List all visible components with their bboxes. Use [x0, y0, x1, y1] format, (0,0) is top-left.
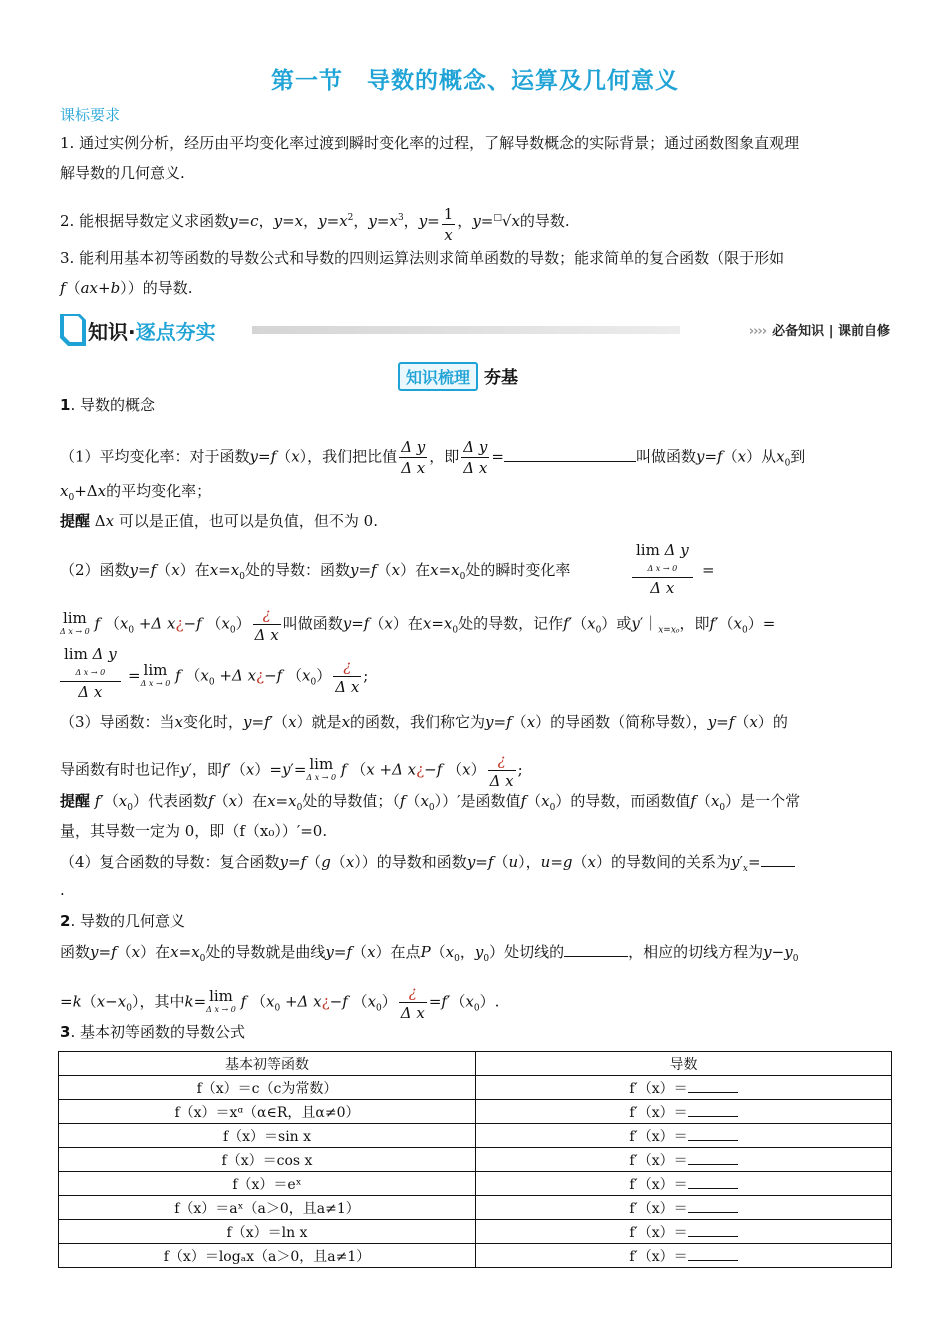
table-cell-function: f（x）＝cos x — [59, 1148, 476, 1172]
banner-title: 知识·逐点夯实 — [88, 320, 216, 344]
para-avg-rate-line2: $x_0+\Delta x$的平均变化率； — [60, 482, 212, 503]
section-banner — [60, 312, 890, 346]
table-cell-derivative: f′（x）＝ — [476, 1100, 892, 1124]
requirement-2: 2. 能根据导数定义求函数y=c，y=x，$y=x^2$，$y=x^3$，y= $\frac{1}{x}$ ，y=□√x的导数. — [60, 205, 570, 244]
section-label-kbyq: 课标要求 — [60, 106, 121, 124]
requirement-3-line-b: f（ax+b））的导数. — [60, 279, 193, 297]
section-3-heading: 3. 基本初等函数的导数公式 — [60, 1023, 245, 1041]
table-row — [59, 1220, 892, 1244]
banner-subtitle: ›››› 必备知识 | 课前自修 — [748, 324, 890, 339]
banner-divider-bar — [252, 326, 680, 334]
table-row — [59, 1148, 892, 1172]
table-cell-derivative: f′（x）＝ — [476, 1172, 892, 1196]
para-derivative-def: lim Δ x → 0 f （$x_0 +\Delta$ x¿−f $(x_0)$ $\frac{¿}{\text{Δ x}}$ 叫做函数y=f（x）在$x=x_0$处的导数，记作$f'(x_0)$或$y'|_{x=x_0}$，即$f'(x_0)=$ — [60, 605, 776, 644]
table-header-row — [59, 1052, 892, 1076]
para-geometric: 函数y=f（x）在$x=x_0$处的导数就是曲线y=f（x）在点$P(x_0$，$y_0$）处切线的 ，相应的切线方程为$y-y_0$ — [60, 943, 799, 964]
table-cell-function: f（x）＝aˣ（a＞0，且a≠1） — [59, 1196, 476, 1220]
chevrons-icon: ›››› — [748, 324, 767, 339]
table-cell-function: f（x）＝ln x — [59, 1220, 476, 1244]
table-cell-derivative: f′（x）＝ — [476, 1196, 892, 1220]
tip-2-line2: 量，其导数一定为 0，即（f（x₀））′=0. — [60, 822, 328, 840]
section-2-heading: 2. 导数的几何意义 — [60, 912, 185, 930]
table-row — [59, 1100, 892, 1124]
table-header-function: 基本初等函数 — [59, 1052, 476, 1076]
tip-1: 提醒 Δx 可以是正值，也可以是负值，但不为 0. — [60, 512, 378, 530]
page-title: 第一节 导数的概念、运算及几何意义 — [271, 68, 679, 94]
para-geometric-line2: $=k(x-x_0)$，其中k= lim Δ x → 0 f （$x_0 +\Delta$ x¿−f $(x_0)$ $\frac{¿}{\text{Δ x}}$ $=f'(x_0)$. — [60, 983, 500, 1022]
table-cell-function: f（x）＝xᵅ（α∈R，且α≠0） — [59, 1100, 476, 1124]
table-row — [59, 1244, 892, 1268]
table-cell-function: f（x）＝sin x — [59, 1124, 476, 1148]
table-cell-derivative: f′（x）＝ — [476, 1124, 892, 1148]
table-row — [59, 1124, 892, 1148]
table-cell-derivative: f′（x）＝ — [476, 1076, 892, 1100]
table-cell-function: f（x）＝logₐx（a＞0，且a≠1） — [59, 1244, 476, 1268]
table-cell-derivative: f′（x）＝ — [476, 1220, 892, 1244]
tip-2: 提醒 $f'(x_0)$代表函数f（x）在$x=x_0$处的导数值；$(f(x_0))'$是函数值$f(x_0)$的导数，而函数值$f(x_0)$是一个常 — [60, 792, 801, 813]
limit-fraction-1: lim Δ y Δ x → 0 Δ x — [632, 542, 693, 598]
para-derivative-function: （3）导函数：当x变化时，y=f′（x）就是x的函数，我们称它为y=f（x）的导函数（简称导数），y=f（x）的 — [60, 713, 788, 731]
table-cell-derivative: f′（x）＝ — [476, 1244, 892, 1268]
requirement-1-line-b: 解导数的几何意义. — [60, 164, 185, 182]
section-1-heading: 1. 导数的概念 — [60, 396, 155, 414]
para-composite: （4）复合函数的导数：复合函数y=f（g（x））的导数和函数y=f（u），u=g（x）的导数间的关系为$y'_x=$ — [60, 852, 795, 879]
table-row — [59, 1196, 892, 1220]
derivative-formula-table — [58, 1051, 892, 1268]
table-cell-derivative: f′（x）＝ — [476, 1148, 892, 1172]
table-header-derivative: 导数 — [476, 1052, 892, 1076]
para-derivative-function-line2: 导函数有时也记作y′，即f′（x）=y′= lim Δ x → 0 f （x +Δ x¿−f （x） $\frac{¿}{\text{Δ x}}$ ; — [60, 751, 523, 790]
para-avg-rate: （1）平均变化率：对于函数y=f（x），我们把比值 $\frac{\text{Δ y}}{\text{Δ x}}$ ，即 $\frac{\text{Δ y}}{\text{Δ x}}$ = 叫做函数y=f（x）从$x_0$到 — [60, 438, 806, 477]
para-derivative-at-point: （2）函数y=f（x）在$x=x_0$处的导数：函数y=f（x）在$x=x_0$处的瞬时变化率 — [60, 561, 571, 582]
table-cell-function: f（x）＝eˣ — [59, 1172, 476, 1196]
limit-fraction-2: lim Δ y Δ x → 0 Δ x — [60, 646, 121, 702]
table-row — [59, 1076, 892, 1100]
knowledge-summary-label: 知识梳理 夯基 — [398, 362, 518, 390]
table-cell-function: f（x）＝c（c为常数） — [59, 1076, 476, 1100]
requirement-1-line-a: 1. 通过实例分析，经历由平均变化率过渡到瞬时变化率的过程，了解导数概念的实际背景；通过函数图象直观理 — [60, 134, 800, 152]
requirement-3-line-a: 3. 能利用基本初等函数的导数公式和导数的四则运算法则求简单函数的导数；能求简单的复合函数（限于形如 — [60, 249, 785, 267]
table-row — [59, 1172, 892, 1196]
